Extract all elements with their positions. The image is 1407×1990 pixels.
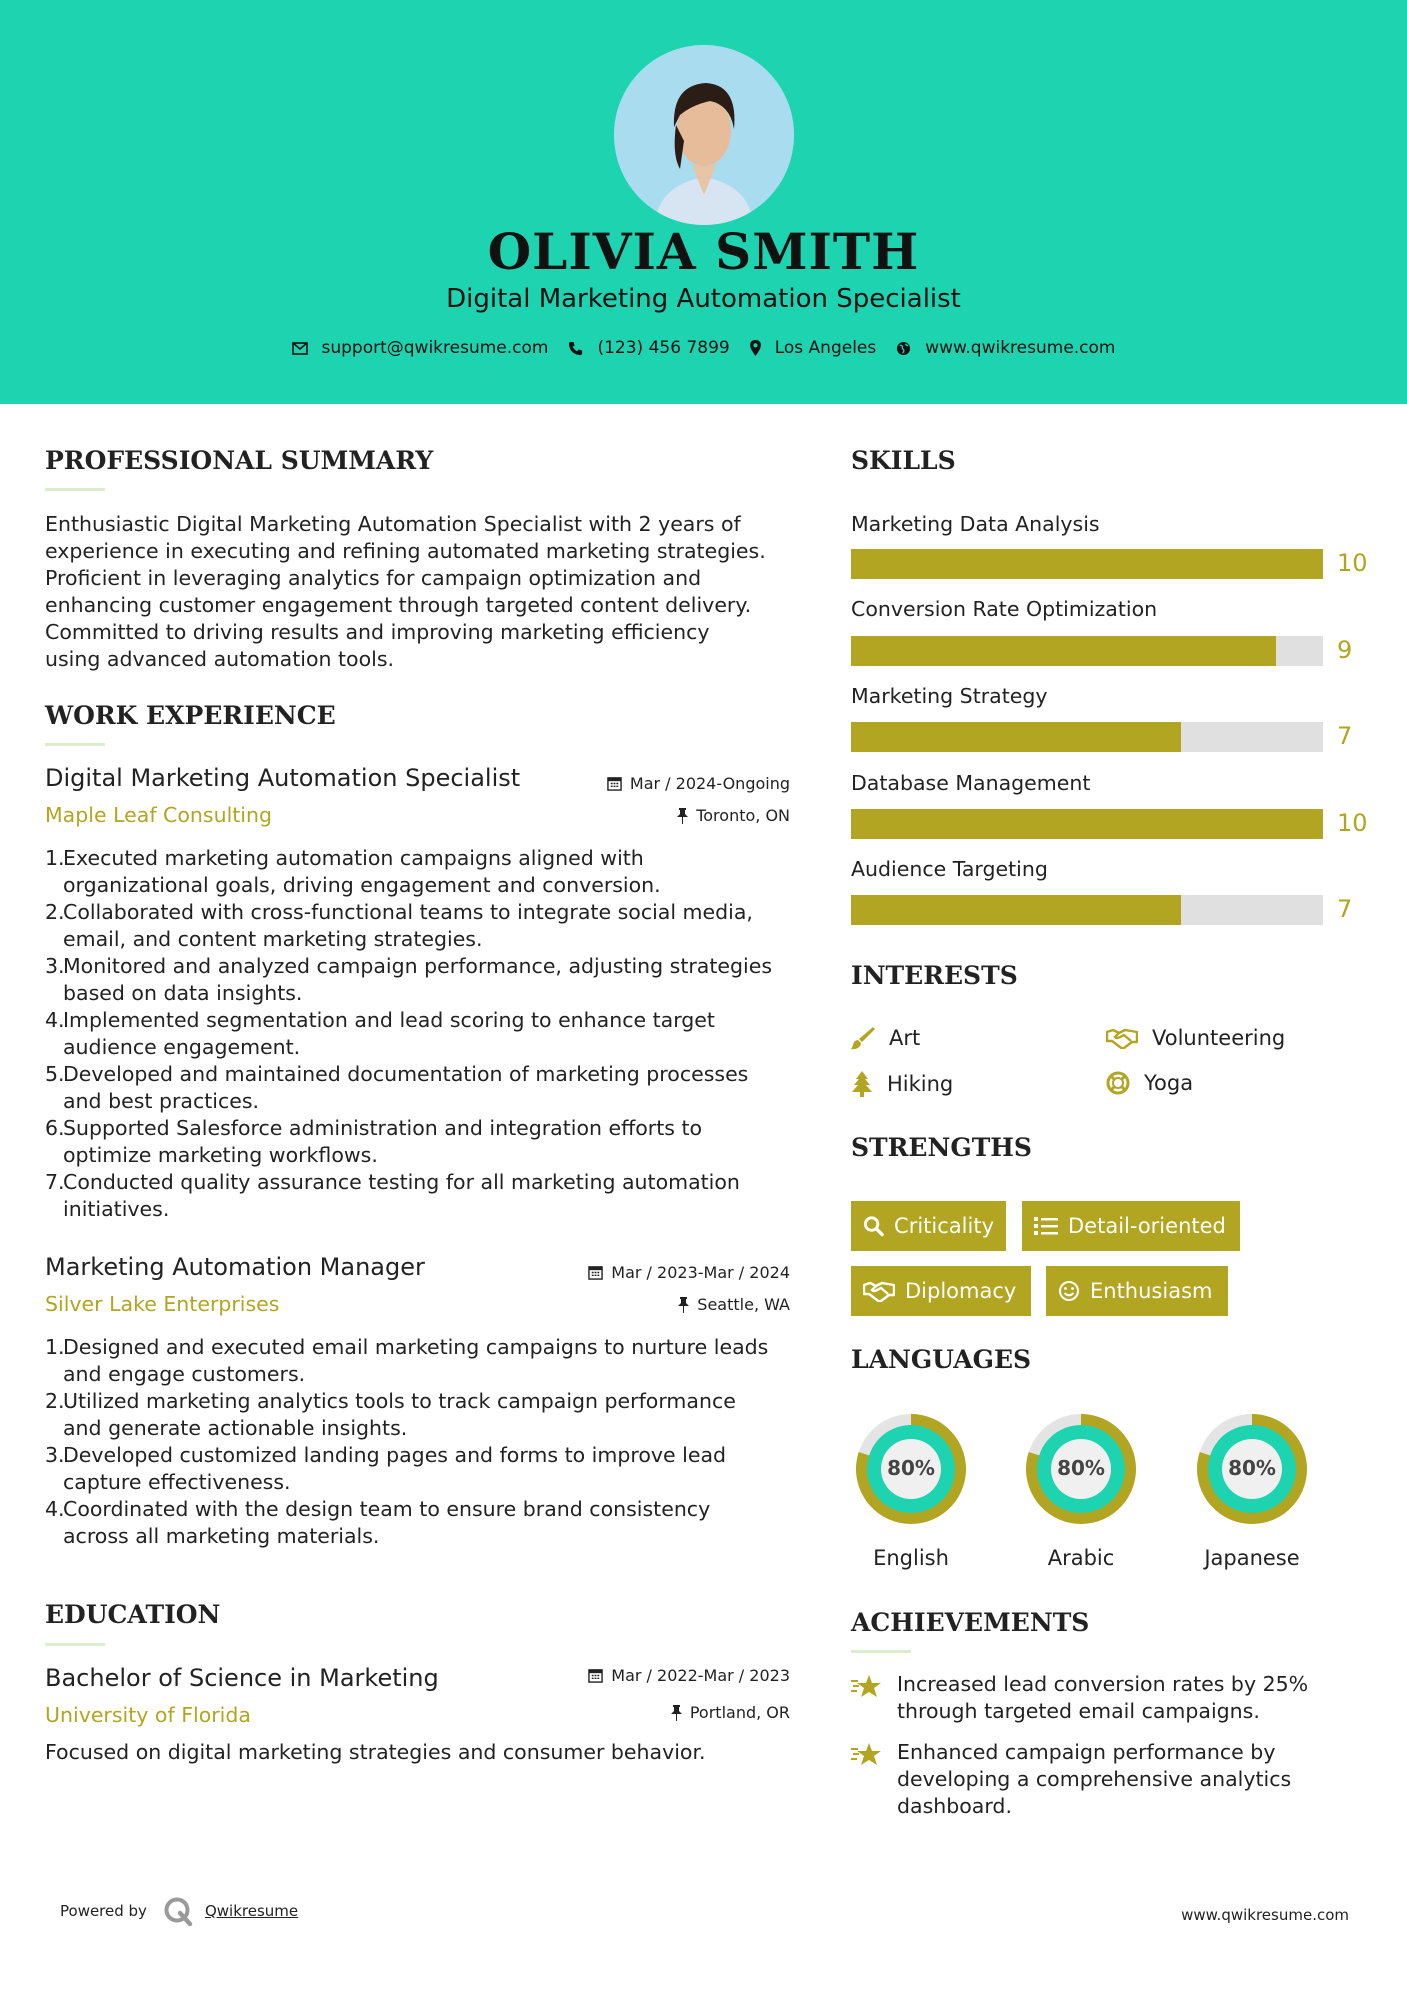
phone-icon: [568, 341, 583, 356]
language-name: English: [873, 1546, 949, 1570]
job-location-text: Seattle, WA: [697, 1295, 790, 1314]
school: University of Florida: [45, 1703, 251, 1727]
strength-label: Enthusiasm: [1090, 1279, 1213, 1303]
achievement-line: dashboard.: [897, 1794, 1012, 1818]
contact-website-text: www.qwikresume.com: [925, 338, 1116, 358]
strengths-heading: STRENGTHS: [851, 1133, 1032, 1162]
resume-header: [0, 0, 1407, 404]
strength-label: Diplomacy: [905, 1279, 1017, 1303]
summary-line: using advanced automation tools.: [45, 647, 395, 671]
list-item: 4. Implemented segmentation and lead scoring to enhance target audience engagement.: [45, 1008, 715, 1059]
skill-bar-fill: [851, 636, 1276, 666]
job-location: [540, 1295, 790, 1314]
contact-location: [750, 338, 877, 358]
contact-phone-text: (123) 456 7899: [597, 338, 730, 358]
languages-heading: LANGUAGES: [851, 1345, 1032, 1374]
job-dates: [540, 1263, 790, 1282]
education-location: [540, 1703, 790, 1722]
calendar-icon: [588, 1265, 603, 1280]
job-company: Maple Leaf Consulting: [45, 803, 273, 827]
language-item: [850, 1408, 972, 1578]
language-name: Arabic: [1047, 1546, 1115, 1570]
interest-item: [1106, 1026, 1285, 1050]
experience-heading: WORK EXPERIENCE: [45, 701, 336, 730]
achievement-line: through targeted email campaigns.: [897, 1699, 1260, 1723]
achievement-line: developing a comprehensive analytics: [897, 1767, 1292, 1791]
skill-bar-fill: [851, 895, 1181, 925]
job-company: Silver Lake Enterprises: [45, 1292, 280, 1316]
strength-tag: [851, 1266, 1031, 1316]
handshake-icon: [863, 1280, 895, 1302]
skill-value: 7: [1337, 895, 1353, 923]
education-heading: EDUCATION: [45, 1600, 221, 1629]
education-dates-text: Mar / 2022-Mar / 2023: [611, 1666, 790, 1685]
summary-line: Committed to driving results and improving marketing efficiency: [45, 620, 710, 644]
interests-heading: INTERESTS: [851, 961, 1018, 990]
achievement-line: Enhanced campaign performance by: [897, 1740, 1276, 1764]
skill-name: Marketing Data Analysis: [851, 512, 1100, 536]
list-item: 3. Monitored and analyzed campaign performance, adjusting strategies based on data insights.: [45, 954, 773, 1005]
job-role: Digital Marketing Automation Specialist: [45, 764, 521, 792]
skills-heading: SKILLS: [851, 446, 956, 475]
interest-label: Art: [889, 1026, 921, 1050]
skill-bar: [851, 809, 1323, 839]
interest-label: Hiking: [887, 1072, 954, 1096]
education-description: Focused on digital marketing strategies and consumer behavior.: [45, 1740, 706, 1764]
summary-line: enhancing customer engagement through targeted content delivery.: [45, 593, 752, 617]
strength-label: Detail-oriented: [1068, 1214, 1226, 1238]
calendar-icon: [588, 1668, 603, 1683]
skill-value: 9: [1337, 636, 1353, 664]
qwikresume-link[interactable]: Qwikresume: [204, 1902, 299, 1920]
summary-line: experience in executing and refining automated marketing strategies.: [45, 539, 766, 563]
list-item: 1. Executed marketing automation campaigns aligned with organizational goals, driving engagement and conversion.: [45, 846, 661, 897]
job-responsibilities: [45, 1334, 805, 1550]
achievement-item: [851, 1671, 1331, 1725]
map-pin-icon: [750, 340, 761, 356]
degree: Bachelor of Science in Marketing: [45, 1664, 439, 1692]
skill-value: 10: [1337, 809, 1368, 837]
job-role: Marketing Automation Manager: [45, 1253, 425, 1281]
list-item: 2. Utilized marketing analytics tools to track campaign performance and generate actionable insights.: [45, 1389, 736, 1440]
life-ring-icon: [1106, 1071, 1130, 1095]
summary-underline: [45, 488, 105, 491]
skill-value: 10: [1337, 549, 1368, 577]
job-location-text: Toronto, ON: [696, 806, 790, 825]
summary-line: Proficient in leveraging analytics for campaign optimization and: [45, 566, 702, 590]
language-percent: 80%: [1228, 1456, 1276, 1480]
contact-location-text: Los Angeles: [774, 338, 877, 358]
list-item: 1. Designed and executed email marketing campaigns to nurture leads and engage customers.: [45, 1335, 769, 1386]
search-icon: [863, 1215, 884, 1237]
job-dates-text: Mar / 2024-Ongoing: [629, 774, 790, 793]
skill-bar-fill: [851, 722, 1181, 752]
pushpin-icon: [677, 808, 688, 824]
list-item: 3. Developed customized landing pages and forms to improve lead capture effectiveness.: [45, 1443, 727, 1494]
star-icon: [851, 1741, 883, 1769]
contact-website[interactable]: [896, 338, 1115, 358]
profile-photo: [614, 45, 794, 225]
footer-website-link[interactable]: www.qwikresume.com: [1181, 1906, 1349, 1924]
interest-item: [1106, 1071, 1193, 1095]
interest-label: Yoga: [1144, 1071, 1194, 1095]
smile-icon: [1058, 1280, 1080, 1302]
skill-name: Marketing Strategy: [851, 684, 1048, 708]
list-item: 4. Coordinated with the design team to ensure brand consistency across all marketing materials.: [45, 1497, 711, 1548]
skill-name: Conversion Rate Optimization: [851, 597, 1158, 621]
candidate-title: Digital Marketing Automation Specialist: [446, 284, 961, 314]
summary-line: Enthusiastic Digital Marketing Automation Specialist with 2 years of: [45, 512, 741, 536]
tree-icon: [851, 1071, 873, 1097]
strength-tag: [1046, 1266, 1228, 1316]
contact-bar: [0, 338, 1407, 358]
skill-bar: [851, 636, 1323, 666]
language-percent: 80%: [887, 1456, 935, 1480]
skill-name: Audience Targeting: [851, 857, 1048, 881]
achievement-line: Increased lead conversion rates by 25%: [897, 1672, 1309, 1696]
paintbrush-icon: [851, 1026, 875, 1050]
language-name: Japanese: [1204, 1546, 1300, 1570]
language-item: [1020, 1408, 1142, 1578]
interest-item: [851, 1026, 920, 1050]
pushpin-icon: [678, 1297, 689, 1313]
list-icon: [1034, 1216, 1058, 1236]
job-dates: [540, 774, 790, 793]
language-item: [1191, 1408, 1313, 1578]
skill-name: Database Management: [851, 771, 1091, 795]
candidate-name: OLIVIA SMITH: [487, 222, 920, 281]
calendar-icon: [607, 776, 622, 791]
star-icon: [851, 1673, 883, 1701]
list-item: 7. Conducted quality assurance testing for all marketing automation initiatives.: [45, 1170, 740, 1221]
strength-tag: [851, 1201, 1006, 1251]
strength-tag: [1022, 1201, 1240, 1251]
job-location: [540, 806, 790, 825]
interest-label: Volunteering: [1152, 1026, 1286, 1050]
achievements-underline: [851, 1650, 911, 1653]
globe-icon: [896, 341, 911, 356]
summary-heading: PROFESSIONAL SUMMARY: [45, 446, 434, 475]
interest-item: [851, 1071, 953, 1097]
experience-underline: [45, 743, 105, 746]
skill-bar: [851, 722, 1323, 752]
skill-bar-fill: [851, 809, 1323, 839]
job-responsibilities: [45, 845, 805, 1223]
skill-bar: [851, 549, 1323, 579]
handshake-icon: [1106, 1027, 1138, 1049]
contact-email-text: support@qwikresume.com: [321, 338, 549, 358]
skill-value: 7: [1337, 722, 1353, 750]
language-percent: 80%: [1057, 1456, 1105, 1480]
achievement-item: [851, 1739, 1331, 1820]
education-location-text: Portland, OR: [689, 1703, 790, 1722]
strength-label: Criticality: [894, 1214, 994, 1238]
skill-bar-fill: [851, 549, 1323, 579]
education-dates: [540, 1666, 790, 1685]
envelope-icon: [292, 342, 308, 355]
skill-bar: [851, 895, 1323, 925]
achievements-heading: ACHIEVEMENTS: [851, 1608, 1090, 1637]
list-item: 2. Collaborated with cross-functional teams to integrate social media, email, and content marketing strategies.: [45, 900, 753, 951]
list-item: 5. Developed and maintained documentation of marketing processes and best practices.: [45, 1062, 749, 1113]
list-item: 6. Supported Salesforce administration and integration efforts to optimize marketing workflows.: [45, 1116, 703, 1167]
powered-by-text: Powered by: [60, 1902, 147, 1920]
education-underline: [45, 1643, 105, 1646]
footer-powered-by: [60, 1896, 298, 1926]
pushpin-icon: [671, 1705, 682, 1721]
job-dates-text: Mar / 2023-Mar / 2024: [611, 1263, 790, 1282]
contact-phone[interactable]: [568, 338, 729, 358]
contact-email[interactable]: [292, 338, 549, 358]
qwikresume-logo-icon: [163, 1896, 193, 1926]
summary-text: [45, 511, 805, 673]
